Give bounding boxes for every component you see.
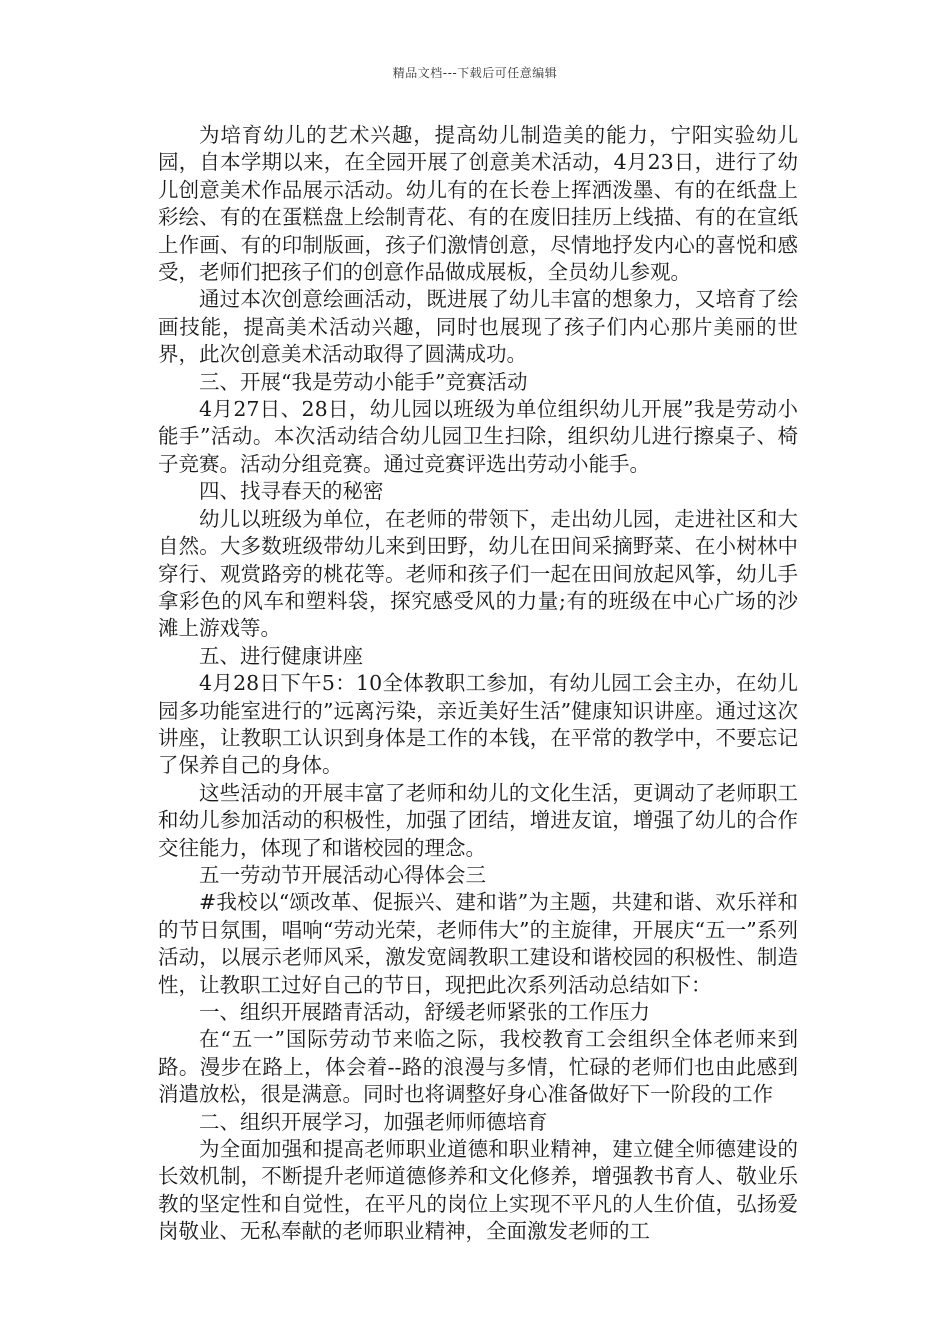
paragraph: 幼儿以班级为单位，在老师的带领下，走出幼儿园，走进社区和大自然。大多数班级带幼儿来到田野，幼儿在田间采摘野菜、在小树林中穿行、观赏路旁的桃花等。老师和孩子们一起在田间放起风筝，幼儿手拿彩色的风车和塑料袋，探究感受风的力量;有的班级在中心广场的沙滩上游戏等。 (158, 506, 798, 641)
section-heading: 三、开展“我是劳动小能手”竞赛活动 (199, 369, 528, 394)
section-heading: 二、组织开展学习，加强老师师德培育 (199, 1109, 548, 1134)
section-heading: 一、组织开展踏青活动，舒缓老师紧张的工作压力 (199, 1000, 650, 1024)
paragraph: 通过本次创意绘画活动，既进展了幼儿丰富的想象力，又培育了绘画技能，提高美术活动兴趣，同时也展现了孩子们内心那片美丽的世界，此次创意美术活动取得了圆满成功。 (158, 287, 798, 367)
paragraph: 这些活动的开展丰富了老师和幼儿的文化生活，更调动了老师职工和幼儿参加活动的积极性，加强了团结，增进友谊，增强了幼儿的合作交往能力，体现了和谐校园的理念。 (158, 780, 798, 860)
page-header: 精品文档---下载后可任意编辑 (392, 66, 558, 80)
paragraph: 4月27日、28日，幼儿园以班级为单位组织幼儿开展”我是劳动小能手”活动。本次活动结合幼儿园卫生扫除，组织幼儿进行擦桌子、椅子竞赛。活动分组竞赛。通过竞赛评选出劳动小能手。 (158, 397, 798, 476)
paragraph: 4月28日下午5：10全体教职工参加，有幼儿园工会主办，在幼儿园多功能室进行的”远离污染，亲近美好生活”健康知识讲座。通过这次讲座，让教职工认识到身体是工作的本钱，在平常的教学中，不要忘记了保养自己的身体。 (158, 671, 798, 778)
paragraph: 为培育幼儿的艺术兴趣，提高幼儿制造美的能力，宁阳实验幼儿园，自本学期以来，在全园开展了创意美术活动，4月23日，进行了幼儿创意美术作品展示活动。幼儿有的在长卷上挥洒泼墨、有的在纸盘上彩绘、有的在蛋糕盘上绘制青花、有的在废旧挂历上线描、有的在宣纸上作画、有的印制版画，孩子们激情创意，尽情地抒发内心的喜悦和感受，老师们把孩子们的创意作品做成展板，全员幼儿参观。 (158, 123, 798, 285)
section-heading: 四、找寻春天的秘密 (199, 479, 384, 504)
document-body (158, 122, 798, 1246)
paragraph: 在“五一”国际劳动节来临之际，我校教育工会组织全体老师来到路。漫步在路上，体会着--路的浪漫与多情，忙碌的老师们也由此感到消遣放松，很是满意。同时也将调整好身心准备做好下一阶段的工作 (158, 1027, 798, 1107)
document-title: 五一劳动节开展活动心得体会三 (199, 862, 486, 887)
section-heading: 五、进行健康讲座 (199, 643, 363, 668)
paragraph: #我校以“颂改革、促振兴、建和谐”为主题，共建和谐、欢乐祥和的节日氛围，唱响“劳动光荣，老师伟大”的主旋律，开展庆“五一”系列活动，以展示老师风采，激发宽阔教职工建设和谐校园的积极性、制造性，让教职工过好自己的节日，现把此次系列活动总结如下： (158, 890, 798, 997)
paragraph: 为全面加强和提高老师职业道德和职业精神，建立健全师德建设的长效机制，不断提升老师道德修养和文化修养，增强教书育人、敬业乐教的坚定性和自觉性，在平凡的岗位上实现不平凡的人生价值，弘扬爱岗敬业、无私奉献的老师职业精神，全面激发老师的工 (158, 1137, 798, 1244)
